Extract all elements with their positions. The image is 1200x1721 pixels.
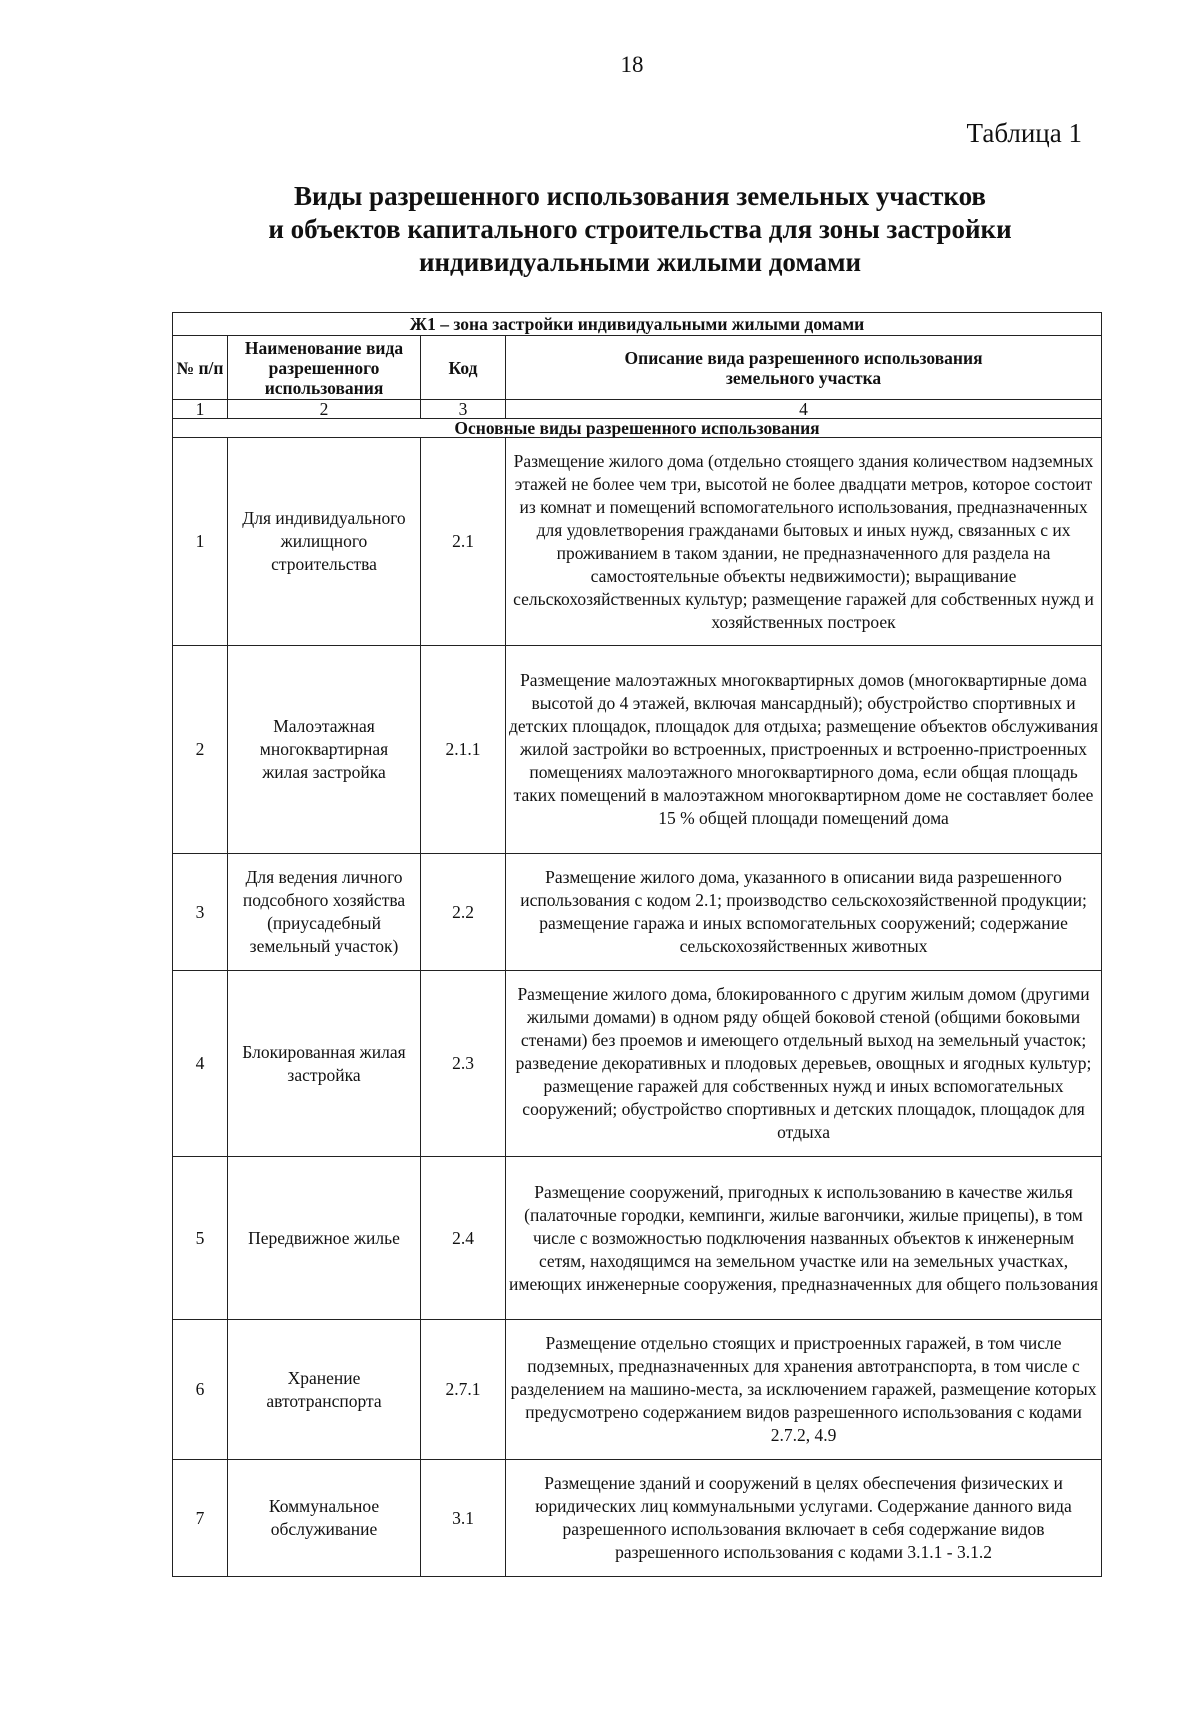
table-row	[173, 1157, 1102, 1320]
page-number: 18	[620, 52, 644, 77]
column-header-row	[173, 336, 1102, 400]
row-num: 3	[173, 854, 228, 971]
table-row	[173, 971, 1102, 1157]
section-header-row	[173, 419, 1102, 438]
column-number-row	[173, 400, 1102, 419]
zone-header-row	[173, 313, 1102, 336]
section-header: Основные виды разрешенного использования	[173, 419, 1102, 438]
row-code: 2.4	[421, 1157, 506, 1320]
title-line: Виды разрешенного использования земельных участков	[294, 181, 986, 211]
row-code: 2.2	[421, 854, 506, 971]
row-name: Для ведения личного подсобного хозяйства (приусадебный земельный участок)	[228, 854, 421, 971]
header-description: Описание вида разрешенного использования земельного участка	[506, 336, 1102, 400]
row-num: 1	[173, 438, 228, 646]
row-description: Размещение жилого дома (отдельно стоящего здания количеством надземных этажей не более чем три, высотой не более двадцати метров, которое состоит из комнат и помещений вспомогательного использования, предназначенных для удовлетворения гражданами бытовых и иных нужд, связанных с их проживанием в таком здании, не предназначенного для раздела на самостоятельные объекты недвижимости); выращивание сельскохозяйственных культур; размещение гаражей для собственных нужд и хозяйственных построек	[506, 438, 1102, 646]
table-label: Таблица 1	[966, 118, 1082, 148]
header-num: № п/п	[173, 336, 228, 400]
row-description: Размещение жилого дома, блокированного с другим жилым домом (другими жилыми домами) в одном ряду общей боковой стеной (общими боковыми стенами) без проемов и имеющего отдельный выход на земельный участок; разведение декоративных и плодовых деревьев, овощных и ягодных культур; размещение гаражей для собственных нужд и иных вспомогательных сооружений; обустройство спортивных и детских площадок, площадок для отдыха	[506, 971, 1102, 1157]
row-description: Размещение жилого дома, указанного в описании вида разрешенного использования с кодом 2.1; производство сельскохозяйственной продукции; размещение гаража и иных вспомогательных сооружений; содержание сельскохозяйственных животных	[506, 854, 1102, 971]
row-name: Коммунальное обслуживание	[228, 1460, 421, 1577]
column-number: 2	[228, 400, 421, 419]
header-code: Код	[421, 336, 506, 400]
row-name: Хранение автотранспорта	[228, 1320, 421, 1460]
row-code: 2.7.1	[421, 1320, 506, 1460]
column-number: 1	[173, 400, 228, 419]
row-code: 2.1.1	[421, 646, 506, 854]
row-num: 6	[173, 1320, 228, 1460]
row-name: Для индивидуального жилищного строительства	[228, 438, 421, 646]
row-description: Размещение сооружений, пригодных к использованию в качестве жилья (палаточные городки, кемпинги, жилые вагончики, жилые прицепы), в том числе с возможностью подключения названных объектов к инженерным сетям, находящимся на земельном участке или на земельных участках, имеющих инженерные сооружения, предназначенных для общего пользования	[506, 1157, 1102, 1320]
table-row	[173, 1460, 1102, 1577]
row-name: Передвижное жилье	[228, 1157, 421, 1320]
row-code: 3.1	[421, 1460, 506, 1577]
row-code: 2.1	[421, 438, 506, 646]
table-row	[173, 646, 1102, 854]
row-code: 2.3	[421, 971, 506, 1157]
row-num: 2	[173, 646, 228, 854]
title-line: индивидуальными жилыми домами	[418, 247, 862, 277]
column-number: 4	[506, 400, 1102, 419]
column-number: 3	[421, 400, 506, 419]
title-line: и объектов капитального строительства для зоны застройки	[268, 214, 1012, 244]
row-name: Малоэтажная многоквартирная жилая застройка	[228, 646, 421, 854]
row-num: 4	[173, 971, 228, 1157]
row-name: Блокированная жилая застройка	[228, 971, 421, 1157]
table-row	[173, 1320, 1102, 1460]
row-num: 5	[173, 1157, 228, 1320]
row-description: Размещение отдельно стоящих и пристроенных гаражей, в том числе подземных, предназначенных для хранения автотранспорта, в том числе с разделением на машино-места, за исключением гаражей, размещение которых предусмотрено содержанием видов разрешенного использования с кодами 2.7.2, 4.9	[506, 1320, 1102, 1460]
zone-header: Ж1 – зона застройки индивидуальными жилыми домами	[173, 313, 1102, 336]
header-name: Наименование вида разрешенного использования	[228, 336, 421, 400]
row-num: 7	[173, 1460, 228, 1577]
permitted-use-table	[172, 312, 1102, 1577]
row-description: Размещение малоэтажных многоквартирных домов (многоквартирные дома высотой до 4 этажей, включая мансардный); обустройство спортивных и детских площадок, площадок для отдыха; размещение объектов обслуживания жилой застройки во встроенных, пристроенных и встроенно-пристроенных помещениях малоэтажного многоквартирного дома, если общая площадь таких помещений в малоэтажном многоквартирном доме не составляет более 15 % общей площади помещений дома	[506, 646, 1102, 854]
table-row	[173, 438, 1102, 646]
table-row	[173, 854, 1102, 971]
document-title	[170, 180, 1110, 279]
row-description: Размещение зданий и сооружений в целях обеспечения физических и юридических лиц коммунальными услугами. Содержание данного вида разрешенного использования включает в себя содержание видов разрешенного использования с кодами 3.1.1 - 3.1.2	[506, 1460, 1102, 1577]
